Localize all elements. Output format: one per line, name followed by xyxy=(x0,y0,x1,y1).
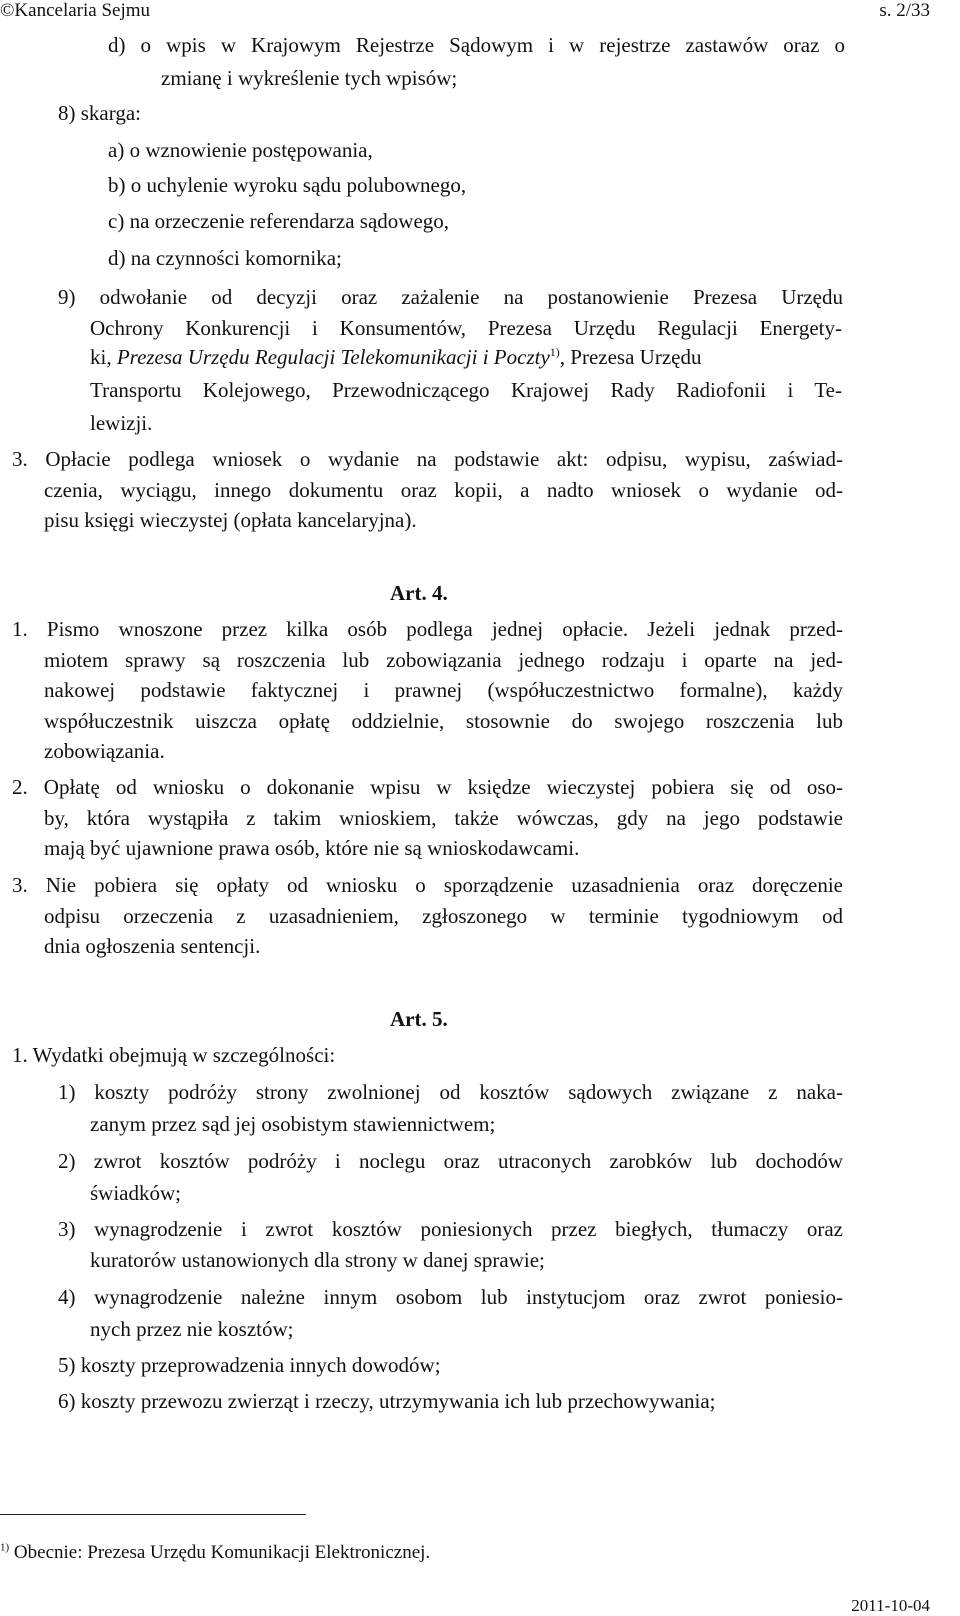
paragraph-line: 3. Nie pobiera się opłaty od wniosku o sporządzenie uzasadnienia oraz doręczenie xyxy=(12,873,843,897)
text-line: Ochrony Konkurencji i Konsumentów, Prezesa Urzędu Regulacji Energety- xyxy=(90,316,842,340)
text-fragment: ki, xyxy=(90,345,112,369)
list-item: 2) zwrot kosztów podróży i noclegu oraz utraconych zarobków lub dochodów xyxy=(58,1149,843,1173)
list-item: c) na orzeczenie referendarza sądowego, xyxy=(108,209,450,233)
footnote-text: Obecnie: Prezesa Urzędu Komunikacji Elektronicznej. xyxy=(9,1542,431,1563)
paragraph-line: współuczestnik uiszcza opłatę oddzielnie, stosownie do swojego roszczenia lub xyxy=(44,709,843,733)
paragraph-line: mają być ujawnione prawa osób, które nie są wnioskodawcami. xyxy=(44,836,580,860)
paragraph-line: nakowej podstawie faktycznej i prawnej (współuczestnictwo formalne), każdy xyxy=(44,678,843,702)
list-item: 4) wynagrodzenie należne innym osobom lub instytucjom oraz zwrot poniesio- xyxy=(58,1285,843,1309)
paragraph-line: 1. Wydatki obejmują w szczególności: xyxy=(12,1043,336,1067)
text-line: nych przez nie kosztów; xyxy=(90,1317,294,1341)
text-line: Transportu Kolejowego, Przewodniczącego Krajowej Rady Radiofonii i Te- xyxy=(90,378,842,402)
paragraph-line: odpisu orzeczenia z uzasadnieniem, zgłoszonego w terminie tygodniowym od xyxy=(44,904,843,928)
text-line: zmianę i wykreślenie tych wpisów; xyxy=(161,66,458,90)
paragraph-line: 2. Opłatę od wniosku o dokonanie wpisu w księdze wieczystej pobiera się od oso- xyxy=(12,775,843,799)
document-date: 2011-10-04 xyxy=(851,1596,930,1615)
article-heading: Art. 4. xyxy=(390,581,448,605)
paragraph-line: by, która wystąpiła z takim wnioskiem, także wówczas, gdy na jego podstawie xyxy=(44,806,843,830)
text-fragment: , Prezesa Urzędu xyxy=(559,345,702,369)
paragraph-line: czenia, wyciągu, innego dokumentu oraz kopii, a nadto wniosek o wydanie od- xyxy=(44,478,843,502)
copyright-label: ©Kancelaria Sejmu xyxy=(0,0,151,21)
text-line: lewizji. xyxy=(90,411,153,435)
paragraph-line: miotem sprawy są roszczenia lub zobowiązania jednego rodzaju i oparte na jed- xyxy=(44,648,843,672)
italic-fragment: Prezesa Urzędu Regulacji Telekomunikacji i Poczty xyxy=(116,345,550,369)
list-item: d) na czynności komornika; xyxy=(108,246,342,270)
footnote-marker: 1) xyxy=(0,1541,10,1554)
footnote-reference[interactable]: 1) xyxy=(549,345,560,359)
text-line: świadków; xyxy=(90,1181,181,1205)
footnote xyxy=(0,1542,430,1564)
list-item: 3) wynagrodzenie i zwrot kosztów poniesionych przez biegłych, tłumaczy oraz xyxy=(58,1217,843,1241)
paragraph-line: pisu księgi wieczystej (opłata kancelaryjna). xyxy=(44,508,417,532)
list-item: 5) koszty przeprowadzenia innych dowodów; xyxy=(58,1353,441,1377)
text-line: kuratorów ustanowionych dla strony w danej sprawie; xyxy=(90,1248,545,1272)
paragraph-line: 3. Opłacie podlega wniosek o wydanie na podstawie akt: odpisu, wypisu, zaświad- xyxy=(12,447,843,471)
list-item: b) o uchylenie wyroku sądu polubownego, xyxy=(108,173,467,197)
list-item: 9) odwołanie od decyzji oraz zażalenie na postanowienie Prezesa Urzędu xyxy=(58,285,843,309)
text-line: d) o wpis w Krajowym Rejestrze Sądowym i w rejestrze zastawów oraz o xyxy=(108,33,845,57)
list-item: 1) koszty podróży strony zwolnionej od kosztów sądowych związane z naka- xyxy=(58,1080,843,1104)
paragraph-line: dnia ogłoszenia sentencji. xyxy=(44,934,261,958)
page-number: s. 2/33 xyxy=(879,0,930,21)
paragraph-line: 1. Pismo wnoszone przez kilka osób podlega jednej opłacie. Jeżeli jednak przed- xyxy=(12,617,843,641)
list-item: 6) koszty przewozu zwierząt i rzeczy, utrzymywania ich lub przechowywania; xyxy=(58,1389,716,1413)
list-item: a) o wznowienie postępowania, xyxy=(108,138,373,162)
text-line xyxy=(90,344,701,370)
article-heading: Art. 5. xyxy=(390,1007,448,1031)
text-line: zanym przez sąd jej osobistym stawiennictwem; xyxy=(90,1112,496,1136)
paragraph-line: zobowiązania. xyxy=(44,739,165,763)
list-item: 8) skarga: xyxy=(58,101,142,125)
footnote-divider xyxy=(0,1514,306,1515)
